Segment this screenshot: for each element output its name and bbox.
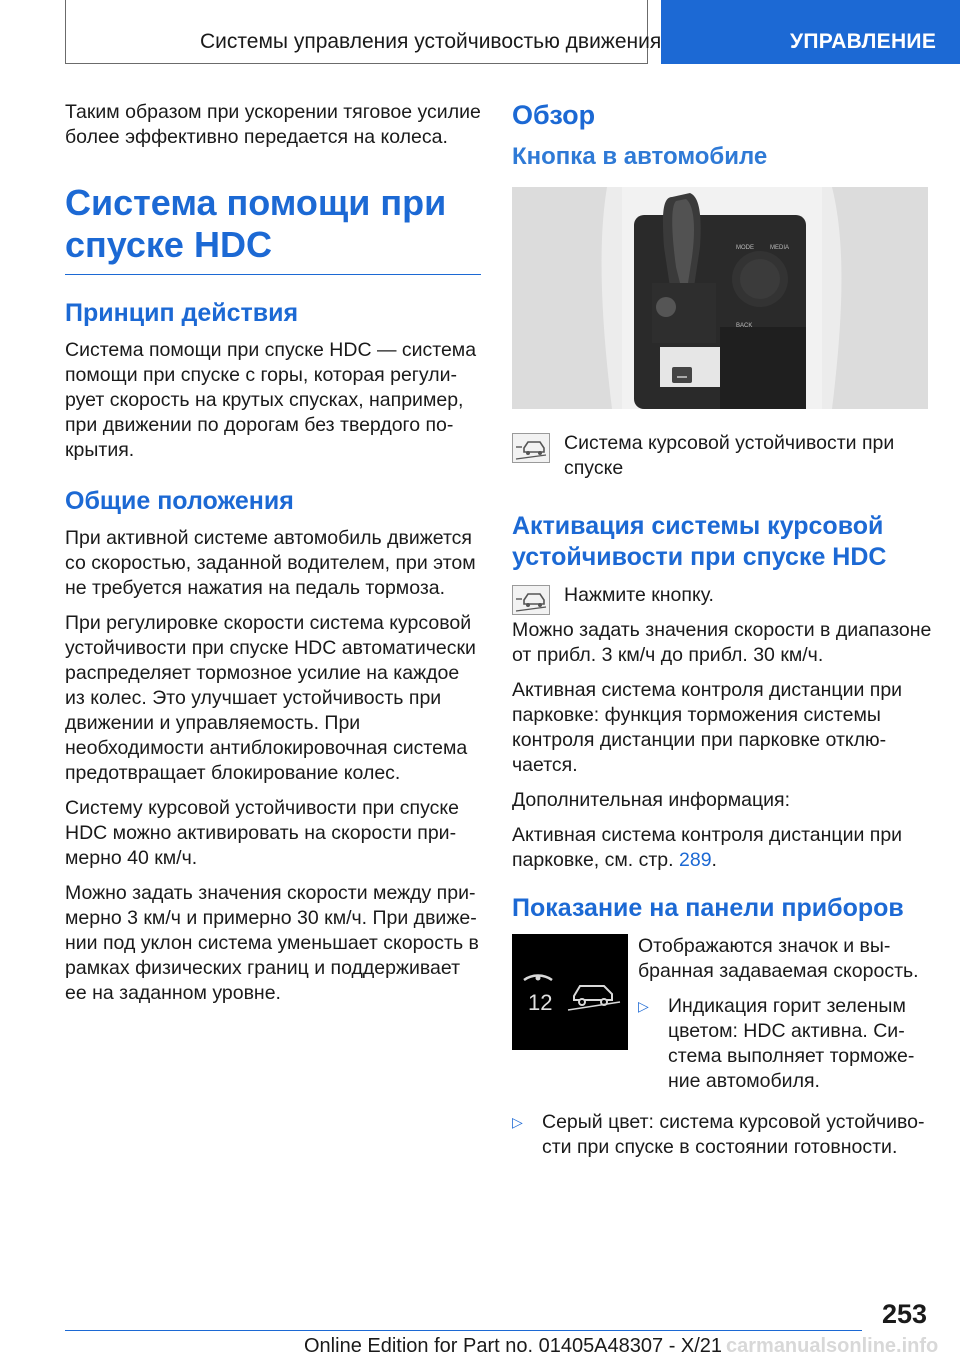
button-caption-row — [512, 431, 932, 491]
overview-heading: Обзор — [512, 100, 596, 130]
bullet-grey — [512, 1110, 932, 1170]
general-paragraph-3: Систему курсовой устойчивости при спуске HDC можно активировать на скорости примерно 40 км/ч. — [65, 797, 459, 869]
principle-text: Система помощи при спуске HDC — система помощи при спуске с горы, которая регулирует скорость на крутых спусках, например, при движении по дорогам без твердого покрытия. — [65, 339, 477, 461]
center-console-photo — [512, 187, 928, 409]
pdc-text: Активная система контроля дистанции при парковке: функция торможения системы контроля дистанции при парковке отключается. — [512, 679, 903, 776]
section-tab[interactable] — [661, 0, 960, 64]
press-button-text: Нажмите кнопку. — [564, 584, 714, 606]
pdc-reference-text: Активная система контроля дистанции при парковке, см. стр. — [512, 824, 903, 871]
general-paragraph-4: Можно задать значения скорости между примерно 3 км/ч и примерно 30 км/ч. При движении под уклон система уменьшает скорость в рамках физических границ и поддерживает ее на заданном уровне. — [65, 882, 479, 1004]
page-number: 253 — [882, 1299, 928, 1329]
cluster-speed: 12 — [528, 990, 553, 1015]
hdc-button-icon[interactable] — [512, 433, 550, 463]
general-paragraph-1: При активной системе автомобиль движется со скоростью, заданной водителем, при этом не требуется нажатия на педаль тормоза. — [65, 527, 476, 599]
triangle-bullet-icon: ▷ — [512, 1114, 523, 1130]
triangle-bullet-icon: ▷ — [638, 998, 649, 1014]
bullet-grey-text: Серый цвет: система курсовой устойчивости при спуске в состоянии готовности. — [542, 1111, 925, 1158]
principle-heading: Принцип действия — [65, 299, 299, 327]
speed-range-text: Можно задать значения скорости в диапазоне от прибл. 3 км/ч до прибл. 30 км/ч. — [512, 619, 932, 666]
press-button-row — [512, 583, 932, 618]
button-heading: Кнопка в автомобиле — [512, 143, 768, 170]
console-label-media: MEDIA — [770, 245, 790, 251]
button-caption: Система курсовой устойчивости при спуске — [564, 432, 895, 479]
footer-divider — [65, 1330, 862, 1331]
pdc-page-link[interactable]: 289 — [679, 849, 712, 871]
general-paragraph-2: При регулировке скорости система курсовой устойчивости при спуске HDC автоматически распределяет тормозное усилие на каждое из колес. Это улучшает устойчивость при движении и управляемость. При необходимости антиблокировочная система предотвращает блокирование колес. — [65, 612, 476, 784]
console-label-mode: MODE — [736, 245, 754, 251]
general-heading: Общие положения — [65, 487, 294, 515]
activation-heading: Активация системы курсовой устойчивости при спуске HDC — [512, 512, 887, 571]
bullet-green — [638, 994, 932, 1104]
console-label-back: BACK — [736, 323, 753, 329]
right-column — [512, 100, 932, 1170]
header-title: Системы управления устойчивостью движения — [200, 30, 662, 53]
pdc-reference — [512, 823, 932, 873]
bullet-green-text: Индикация горит зеленым цветом: HDC активна. Система выполняет торможение автомобиля. — [668, 995, 915, 1092]
left-column — [65, 100, 481, 1016]
display-intro: Отображаются значок и выбранная задаваемая скорость. — [638, 935, 919, 982]
intro-paragraph: Таким образом при ускорении тяговое усилие более эффективно передается на колеса. — [65, 101, 481, 148]
display-row — [512, 934, 932, 1104]
cluster-display — [512, 934, 628, 1050]
hdc-title: Система помощи при спуске HDC — [65, 182, 481, 275]
console-illustration — [512, 187, 928, 409]
watermark: carmanualsonline.info — [726, 1335, 939, 1357]
footer-edition: Online Edition for Part no. 01405A48307 - X/21 — [304, 1335, 723, 1357]
more-info-label: Дополнительная информация: — [512, 789, 791, 811]
hdc-button-icon-small — [512, 585, 550, 615]
display-heading: Показание на панели приборов — [512, 894, 904, 922]
pdc-reference-end: . — [711, 849, 717, 871]
display-text — [638, 934, 932, 1104]
section-tab-label: УПРАВЛЕНИЕ — [790, 30, 937, 53]
